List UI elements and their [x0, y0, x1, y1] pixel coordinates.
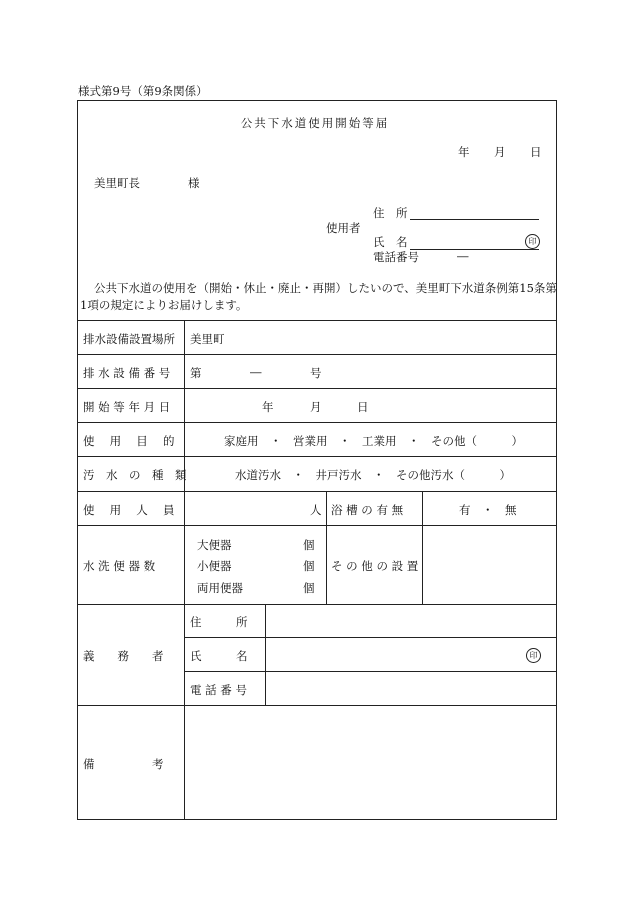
users-label: 使 用 人 員	[83, 503, 175, 517]
date-year: 年	[458, 145, 470, 159]
number-suffix: 号	[310, 366, 322, 380]
bath-options[interactable]: 有 ・ 無	[459, 503, 517, 517]
remarks-label: 備 考	[83, 757, 164, 771]
form-number: 様式第9号（第9条関係）	[78, 84, 208, 98]
number-label: 排 水 設 備 番 号	[83, 366, 171, 380]
type-options[interactable]: 水道汚水 ・ 井戸汚水 ・ その他汚水（ ）	[235, 468, 511, 482]
body-text-line2: 1項の規定によりお届けします。	[80, 298, 248, 312]
purpose-options[interactable]: 家庭用 ・ 営業用 ・ 工業用 ・ その他（ ）	[224, 434, 523, 448]
obligor-seal-icon: 印	[526, 648, 541, 663]
applicant-label: 使用者	[326, 221, 361, 235]
body-text-line1: 公共下水道の使用を（開始・休止・廃止・再開）したいので、美里町下水道条例第15条第	[94, 281, 557, 295]
bath-label: 浴 槽 の 有 無	[331, 503, 404, 517]
obligor-label: 義 務 者	[83, 649, 164, 663]
seal-icon: 印	[525, 234, 540, 249]
location-label: 排水設備設置場所	[83, 332, 175, 346]
toilet-name: 両用便器	[197, 581, 243, 595]
applicant-name-label: 氏 名	[373, 235, 408, 249]
users-unit: 人	[310, 503, 322, 517]
obligor-name-label: 氏 名	[190, 649, 248, 663]
applicant-address-line	[410, 219, 539, 220]
applicant-phone-label: 電話番号	[373, 250, 419, 264]
toilet-unit: 個	[303, 581, 315, 595]
applicant-address-label: 住 所	[373, 206, 408, 220]
remarks-field[interactable]	[186, 708, 554, 816]
start-year: 年	[262, 400, 274, 414]
number-dash: ―	[250, 365, 262, 379]
toilet-unit: 個	[303, 538, 315, 552]
obligor-phone-label: 電 話 番 号	[190, 683, 247, 697]
toilet-label: 水 洗 便 器 数	[83, 559, 156, 573]
other-install-label: そ の 他 の 設 置	[331, 559, 419, 573]
obligor-address-label: 住 所	[190, 615, 248, 629]
toilet-unit: 個	[303, 559, 315, 573]
toilet-name: 大便器	[197, 538, 232, 552]
number-prefix: 第	[190, 366, 202, 380]
type-label: 汚 水 の 種 類	[83, 468, 187, 482]
form-title: 公共下水道使用開始等届	[240, 116, 390, 130]
toilet-name: 小便器	[197, 559, 232, 573]
applicant-name-line	[410, 249, 539, 250]
date-month: 月	[494, 145, 506, 159]
start-day: 日	[357, 400, 369, 414]
addressee-honorific: 様	[188, 176, 200, 190]
start-label: 開 始 等 年 月 日	[83, 400, 171, 414]
purpose-label: 使 用 目 的	[83, 434, 175, 448]
date-day: 日	[530, 145, 542, 159]
addressee-name: 美里町長	[94, 176, 140, 190]
applicant-phone-dash: ―	[457, 249, 469, 263]
start-month: 月	[310, 400, 322, 414]
location-value[interactable]: 美里町	[190, 332, 225, 346]
